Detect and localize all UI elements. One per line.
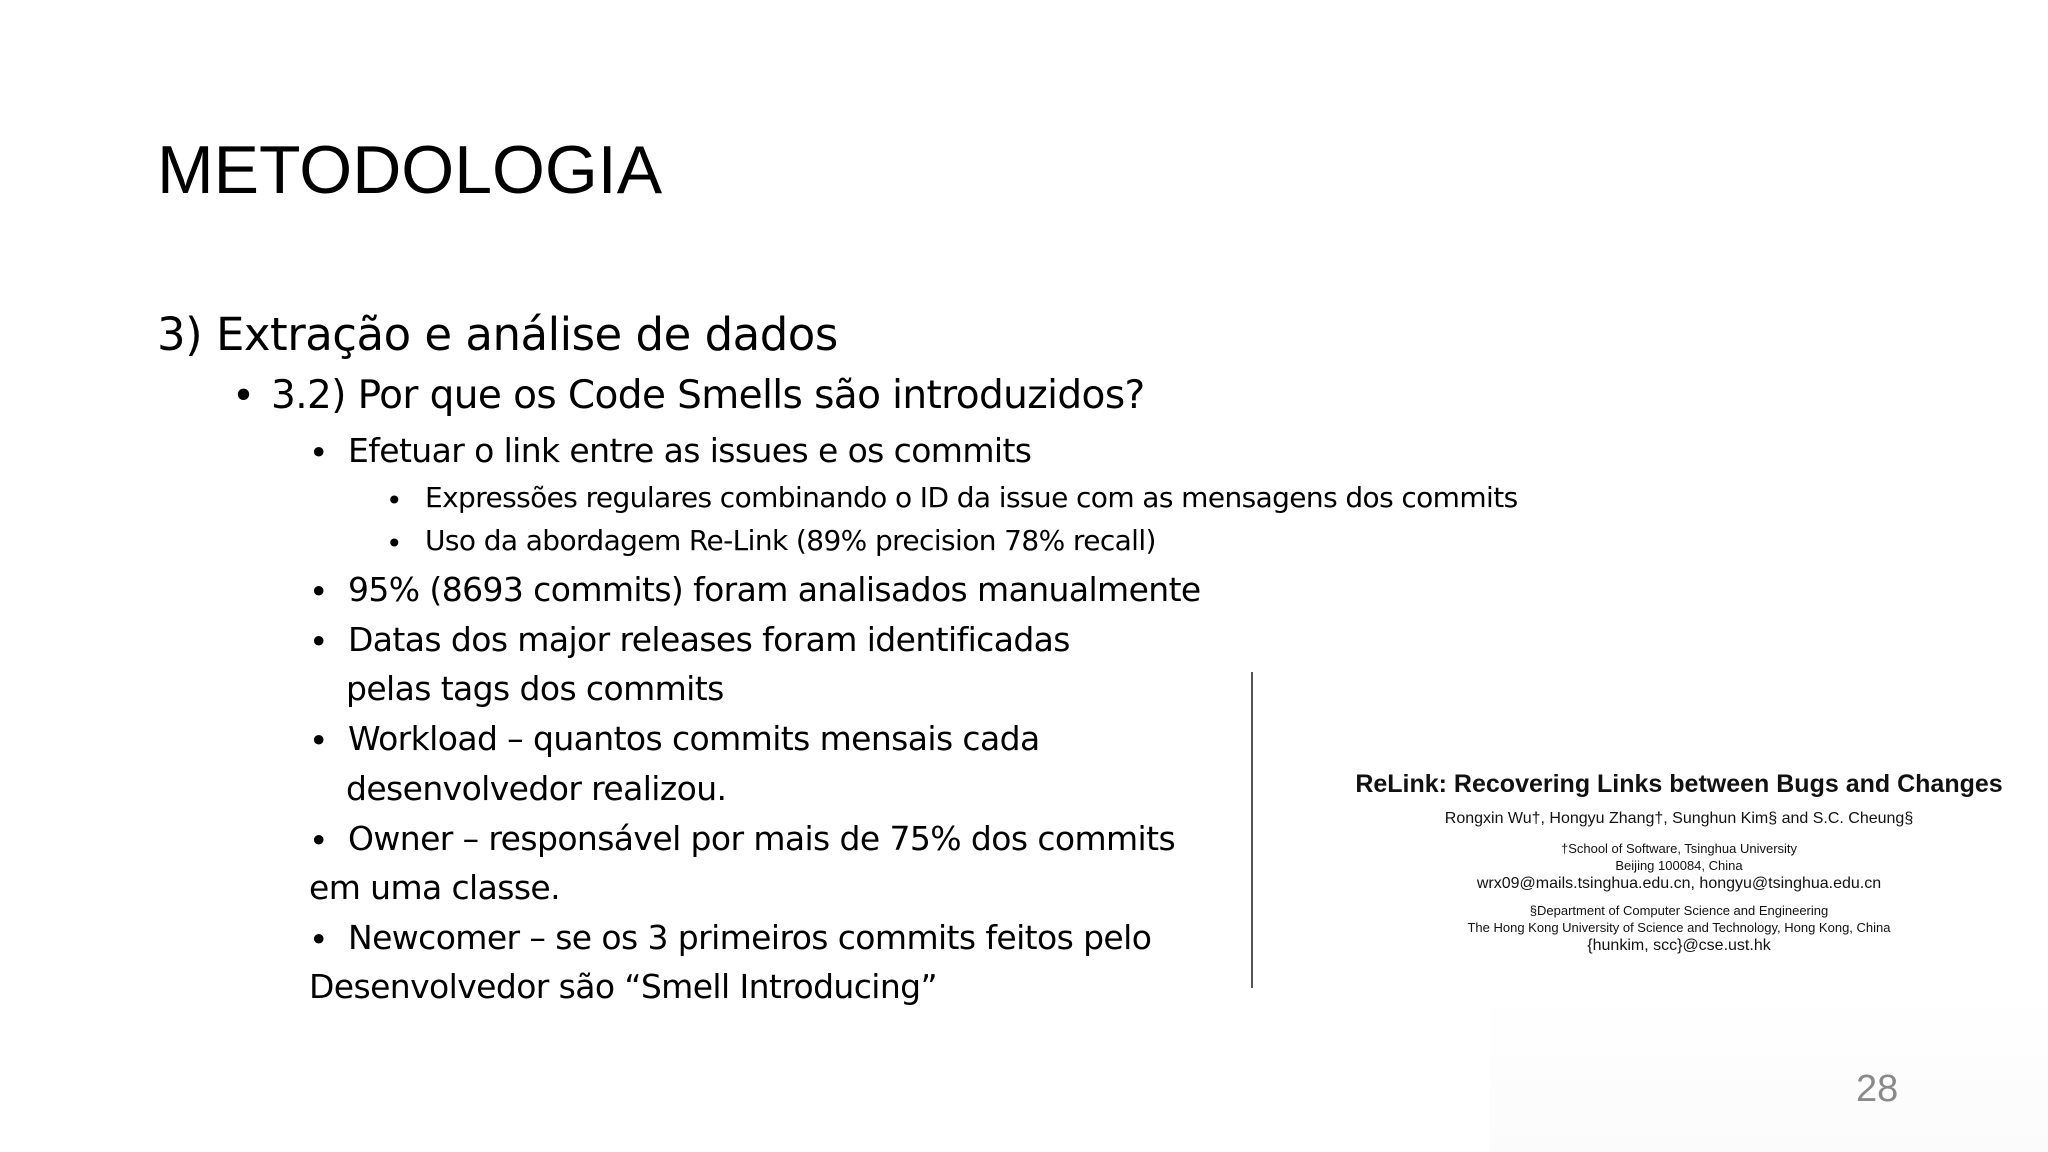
- paper-email-1: wrx09@mails.tsinghua.edu.cn, hongyu@tsinghua.edu.cn: [1476, 875, 1882, 892]
- vertical-divider: [1251, 672, 1253, 988]
- bullet-marker: •: [309, 721, 328, 760]
- list-item-workload-cont: desenvolvedor realizou.: [346, 769, 727, 808]
- paper-authors: Rongxin Wu†, Hongyu Zhang†, Sunghun Kim§ and S.C. Cheung§: [1444, 810, 1914, 827]
- list-item-newcomer: Newcomer – se os 3 primeiros commits feitos pelo: [348, 918, 1152, 957]
- list-item-regex: Expressões regulares combinando o ID da issue com as mensagens dos commits: [425, 481, 1518, 514]
- page-number: 28: [1856, 1068, 1899, 1110]
- paper-affiliation-2: §Department of Computer Science and Engineering: [1529, 903, 1829, 918]
- paper-excerpt-image: [1310, 760, 2048, 990]
- paper-email-2: {hunkim, scc}@cse.ust.hk: [1587, 937, 1771, 954]
- bullet-marker: •: [386, 527, 402, 560]
- paper-affiliation-1: †School of Software, Tsinghua University: [1560, 841, 1798, 856]
- list-item-link: Efetuar o link entre as issues e os commits: [348, 431, 1032, 470]
- bullet-marker: •: [309, 821, 328, 860]
- bullet-marker: •: [309, 920, 328, 959]
- bullet-marker: •: [232, 374, 255, 419]
- image-shadow: [1490, 990, 2048, 1152]
- list-item-relink: Uso da abordagem Re-Link (89% precision 78% recall): [425, 524, 1156, 557]
- bullet-marker: •: [309, 622, 328, 661]
- list-item-releases: Datas dos major releases foram identificadas: [348, 620, 1070, 659]
- list-item-owner-cont: em uma classe.: [309, 868, 561, 907]
- list-item-workload: Workload – quantos commits mensais cada: [348, 719, 1040, 758]
- section-heading: 3) Extração e análise de dados: [157, 308, 838, 361]
- bullet-marker: •: [386, 484, 402, 517]
- paper-address-1: Beijing 100084, China: [1615, 858, 1743, 873]
- list-item-owner: Owner – responsável por mais de 75% dos commits: [348, 819, 1176, 858]
- paper-address-2: The Hong Kong University of Science and Technology, Hong Kong, China: [1467, 920, 1891, 935]
- bullet-marker: •: [309, 433, 328, 472]
- list-item-manual: 95% (8693 commits) foram analisados manualmente: [348, 570, 1201, 609]
- list-item-releases-cont: pelas tags dos commits: [346, 669, 724, 708]
- bullet-marker: •: [309, 572, 328, 611]
- paper-title: ReLink: Recovering Links between Bugs and Changes: [1355, 770, 2003, 798]
- slide-title: METODOLOGIA: [157, 132, 663, 208]
- subsection-heading: 3.2) Por que os Code Smells são introduzidos?: [271, 373, 1145, 418]
- list-item-newcomer-cont: Desenvolvedor são “Smell Introducing”: [309, 967, 938, 1006]
